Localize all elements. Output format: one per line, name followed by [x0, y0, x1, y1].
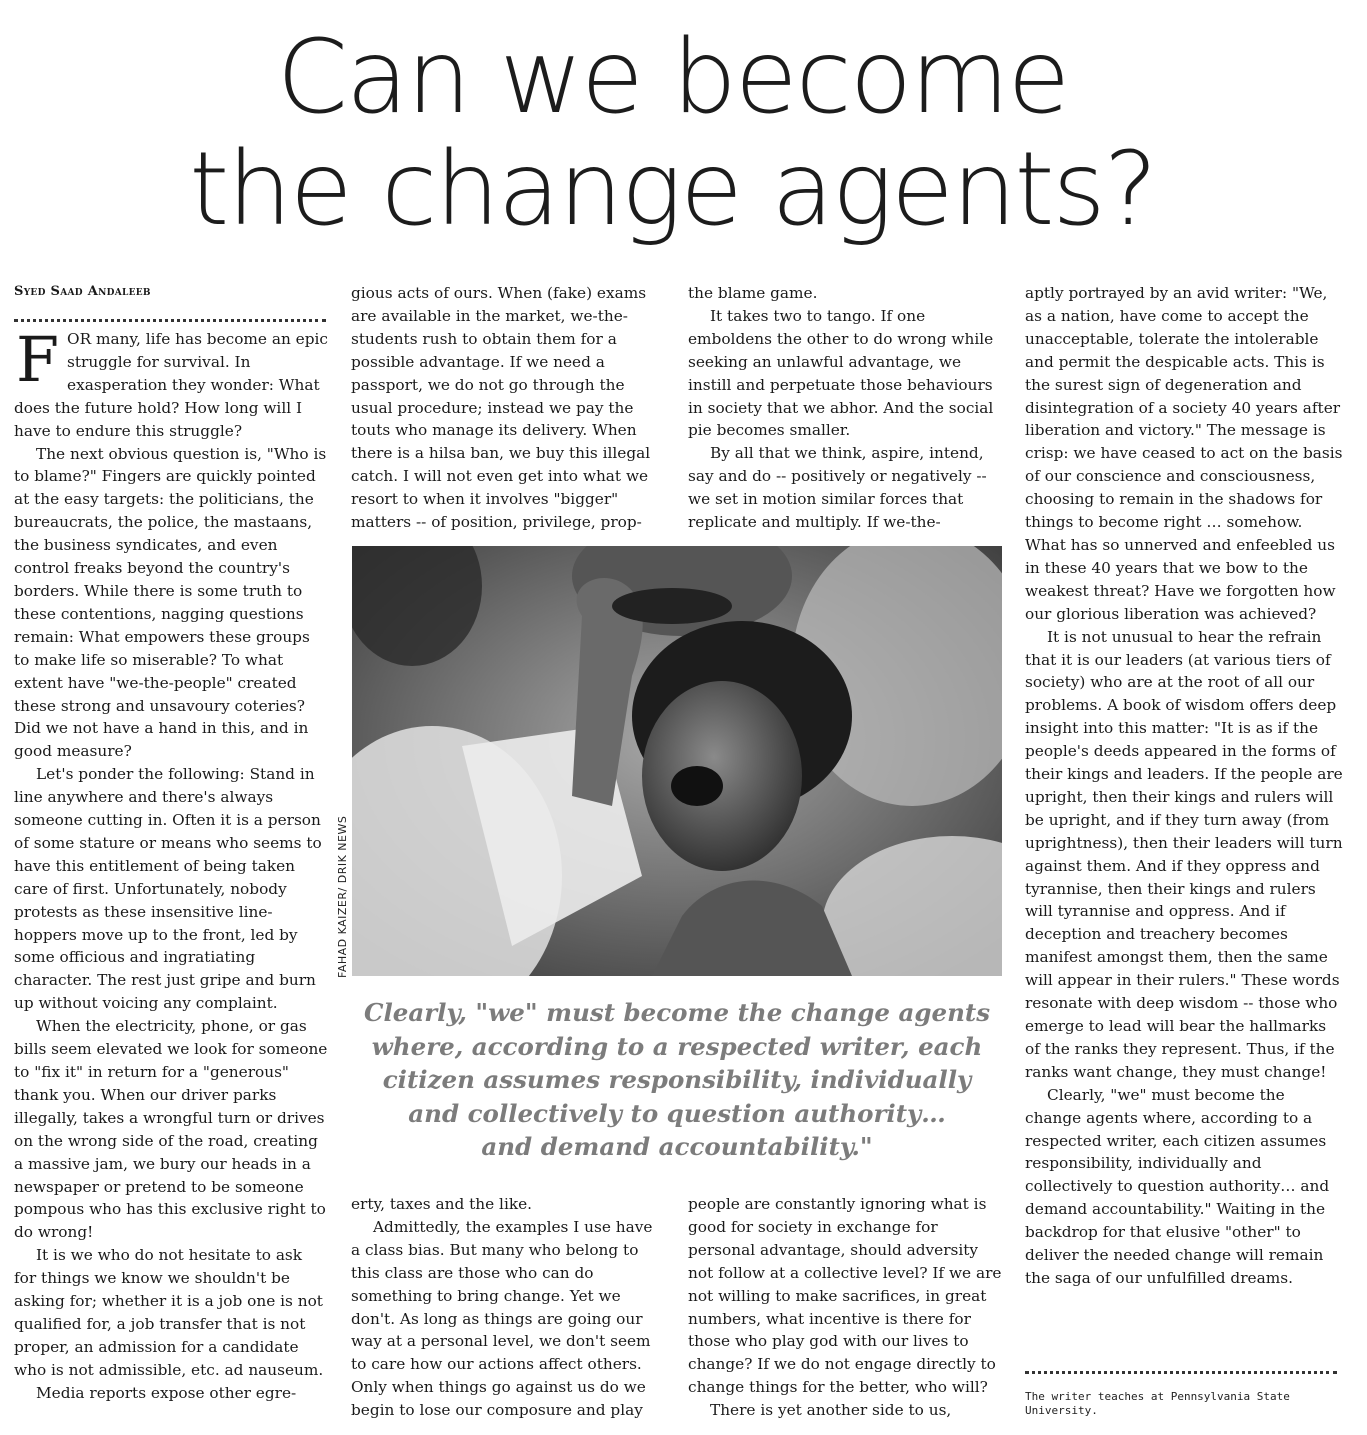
column-3-top — [688, 282, 1004, 534]
paragraph: people are constantly ignoring what is good for society in exchange for personal advantage, should adversity not follow at a collective level? If we are not willing to make sacrifices, in great numbers, what incentive is there for those who play god with our lives to change? If we do not engage directly to change things for the better, who will? — [688, 1195, 1002, 1397]
headline — [0, 18, 1345, 249]
paragraph: It is not unusual to hear the refrain that it is our leaders (at various tiers of society) who are at the root of all our problems. A book of wisdom offers deep insight into this matter: "It is as if the people's deeds appeared in the forms of their kings and leaders. If the people are upright, then their kings and rulers will be upright, and if they turn away (from uprightness), then their leaders will turn against them. And if they oppress and tyrannise, then their kings and rulers will tyrannise and oppress. And if deception and treachery becomes manifest amongst them, then the same will appear in their rulers." These words resonate with deep wisdom -- those who emerge to lead will bear the hallmarks of the ranks they represent. Thus, if the ranks want change, they must change! — [1025, 627, 1343, 1081]
column-2-top — [351, 282, 665, 534]
byline-divider — [14, 319, 326, 322]
byline: Syed Saad Andaleeb — [14, 284, 151, 299]
protest-photo — [352, 546, 1002, 976]
column-2-bottom — [351, 1193, 665, 1422]
paragraph: Clearly, "we" must become the change agents where, according to a respected writer, each citizen assumes responsibility, individually and collectively to question authority… and demand accountability." Waiting in the backdrop for that elusive "other" to deliver the needed change will remain the saga of our unfulfilled dreams. — [1025, 1085, 1330, 1287]
paragraph: erty, taxes and the like. — [351, 1195, 533, 1213]
headline-line-2: the change agents? — [189, 130, 1156, 249]
paragraph: aptly portrayed by an avid writer: "We, as a nation, have come to accept the unacceptable, tolerate the intolerable and permit the despicable acts. This is the surest sign of degeneration and disintegration of a society 40 years after liberation and victory." The message is crisp: we have ceased to act on the basis of our conscience and consciousness, choosing to remain in the shadows for things to become right … somehow. What has so unnerved and enfeebled us in these 40 years that we bow to the weakest threat? Have we forgotten how our glorious liberation was achieved? — [1025, 284, 1343, 623]
footnote-divider — [1025, 1371, 1337, 1374]
pull-quote-line: citizen assumes responsibility, individually — [382, 1065, 972, 1094]
paragraph: It is we who do not hesitate to ask for things we know we shouldn't be asking for; whether it is a job one is not qualified for, a job transfer that is not proper, an admission for a candidate who is not admissible, etc. ad nauseum. — [14, 1246, 324, 1379]
column-3-bottom — [688, 1193, 1004, 1422]
pull-quote-line: and collectively to question authority… — [408, 1098, 946, 1128]
paragraph: gious acts of ours. When (fake) exams are available in the market, we-the-students rush to obtain them for a possible advantage. If we need a passport, we do not go through the usual procedure; instead we pay the touts who manage its delivery. When there is a hilsa ban, we buy this illegal catch. I will not even get into what we resort to when it involves "bigger" matters -- of position, privilege, prop- — [351, 284, 651, 532]
pull-quote-line: and demand accountability." — [481, 1132, 873, 1161]
paragraph: Let's ponder the following: Stand in line anywhere and there's always someone cutting in. Often it is a person of some stature or means who seems to have this entitlement of being taken care of first. Unfortunately, nobody protests as these insensitive line-hoppers move up to the front, led by some officious and ingratiating character. The rest just gripe and burn up without voicing any complaint. — [14, 765, 322, 1013]
paragraph: There is yet another side to us, — [710, 1401, 952, 1420]
pull-quote — [352, 996, 1002, 1164]
pull-quote-line: where, according to a respected writer, each — [371, 1031, 983, 1061]
drop-cap: F — [16, 323, 60, 396]
column-1 — [14, 323, 328, 1405]
paragraph: The next obvious question is, "Who is to blame?" Fingers are quickly pointed at the easy targets: the politicians, the bureaucrats, the police, the mastaans, the business syndicates, and even control freaks beyond the country's borders. While there is some truth to these contentions, nagging questions remain: What empowers these groups to make life so miserable? To what extent have "we-the-people" created these strong and unsavoury coteries? Did we not have a hand in this, and in good measure? — [14, 444, 327, 761]
author-footnote: The writer teaches at Pennsylvania State University. — [1025, 1390, 1290, 1417]
headline-line-1: Can we become — [276, 18, 1069, 137]
photo-credit: FAHAD KAIZER/ DRIK NEWS — [336, 815, 349, 978]
protest-photo-image — [352, 546, 1002, 976]
paragraph: the blame game. — [688, 284, 818, 302]
paragraph: It takes two to tango. If one emboldens the other to do wrong while seeking an unlawful advantage, we instill and perpetuate those behaviours in society that we abhor. And the social pie becomes smaller. — [688, 306, 994, 440]
paragraph: Admittedly, the examples I use have a class bias. But many who belong to this class are those who can do something to bring change. Yet we don't. As long as things are going our way at a personal level, we don't seem to care how our actions affect others. Only when things go against us do we begin to lose our composure and play — [351, 1217, 653, 1420]
paragraph: FOR many, life has become an epic struggle for survival. In exasperation they wonder: What does the future hold? How long will I have to endure this struggle? — [14, 323, 328, 440]
pull-quote-line: Clearly, "we" must become the change agents — [364, 998, 990, 1027]
paragraph: When the electricity, phone, or gas bills seem elevated we look for someone to "fix it" in return for a "generous" thank you. When our driver parks illegally, takes a wrongful turn or drives on the wrong side of the road, creating a massive jam, we bury our heads in a newspaper or pretend to be someone pompous who has this exclusive right to do wrong! — [14, 1017, 328, 1242]
page-edge — [1345, 0, 1367, 1435]
column-4 — [1025, 282, 1343, 1290]
paragraph: Media reports expose other egre- — [36, 1383, 297, 1402]
paragraph: By all that we think, aspire, intend, say and do -- positively or negatively -- we set in motion similar forces that replicate and multiply. If we-the- — [688, 444, 987, 532]
